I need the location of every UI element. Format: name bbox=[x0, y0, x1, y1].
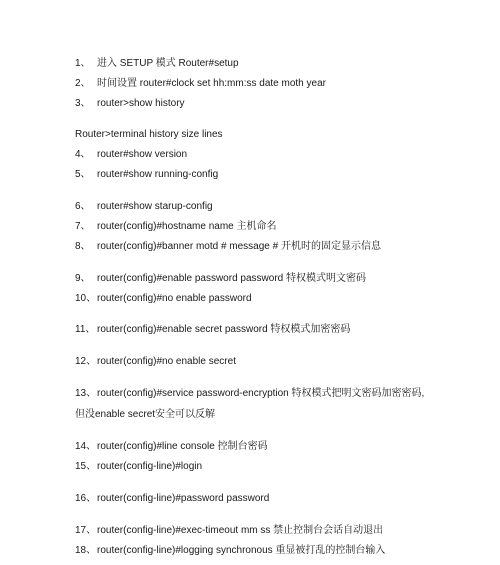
item-number: 8、 bbox=[75, 241, 91, 252]
item-text: router(config)#service password-encryption 特权模式把明文密码加密密码, bbox=[97, 388, 425, 399]
item-number: 4、 bbox=[75, 149, 91, 160]
item-number: 12、 bbox=[75, 356, 97, 367]
item-number: 16、 bbox=[75, 493, 97, 504]
item-number: 13、 bbox=[75, 388, 97, 399]
item-text: router(config-line)#exec-timeout mm ss 禁止控制台会话自动退出 bbox=[97, 525, 384, 536]
item-text: 进入 SETUP 模式 Router#setup bbox=[97, 58, 239, 69]
item-text: router(config-line)#login bbox=[97, 461, 203, 472]
item-text: router(config)#enable password password 特权模式明文密码 bbox=[97, 273, 366, 284]
item-number: 1、 bbox=[75, 58, 91, 69]
item-number: 10、 bbox=[75, 293, 97, 304]
item-number: 3、 bbox=[75, 98, 91, 109]
item-text: router#show running-config bbox=[97, 169, 219, 180]
item-text: router#show version bbox=[97, 149, 188, 160]
item-text: router(config)#line console 控制台密码 bbox=[97, 441, 268, 452]
item-text: router(config-line)#logging synchronous 重显被打乱的控制台输入 bbox=[97, 545, 386, 556]
item-number: 9、 bbox=[75, 273, 91, 284]
item-number: 18、 bbox=[75, 545, 97, 556]
item-text: Router>terminal history size lines bbox=[75, 129, 223, 140]
item-number: 14、 bbox=[75, 441, 97, 452]
item-text: router(config)#no enable password bbox=[97, 293, 252, 304]
item-text: router(config)#banner motd # message # 开机时的固定显示信息 bbox=[97, 241, 381, 252]
item-number: 15、 bbox=[75, 461, 97, 472]
item-text: router(config-line)#password password bbox=[97, 493, 270, 504]
item-text: 时间设置 router#clock set hh:mm:ss date moth year bbox=[97, 78, 326, 89]
item-number: 11、 bbox=[75, 324, 96, 335]
item-number: 17、 bbox=[75, 525, 97, 536]
item-number: 5、 bbox=[75, 169, 91, 180]
item-text: 但没enable secret安全可以反解 bbox=[75, 409, 216, 420]
item-text: router>show history bbox=[97, 98, 185, 109]
item-text: router#show starup-config bbox=[97, 201, 213, 212]
item-number: 7、 bbox=[75, 221, 91, 232]
item-number: 6、 bbox=[75, 201, 91, 212]
item-text: router(config)#enable secret password 特权模式加密密码 bbox=[97, 324, 351, 335]
item-number: 2、 bbox=[75, 78, 91, 89]
item-text: router(config)#no enable secret bbox=[97, 356, 236, 367]
item-text: router(config)#hostname name 主机命名 bbox=[97, 221, 277, 232]
